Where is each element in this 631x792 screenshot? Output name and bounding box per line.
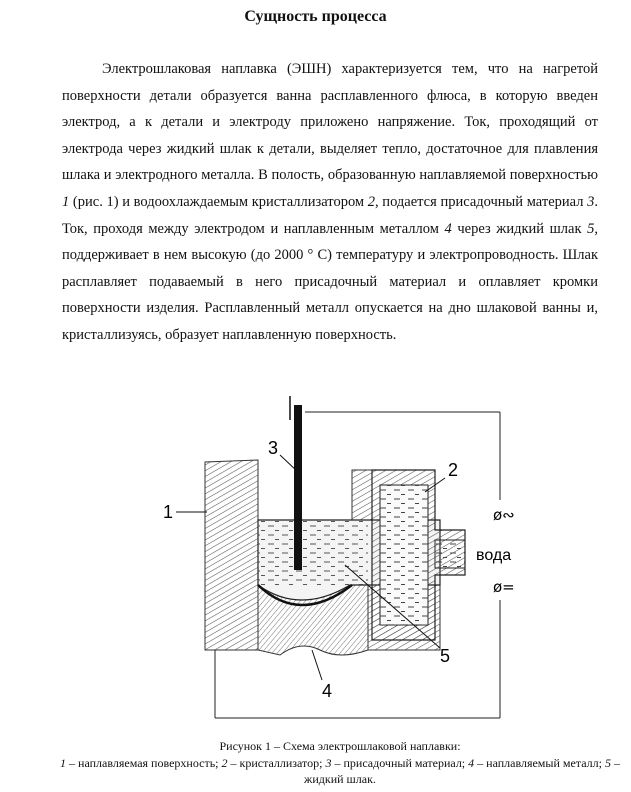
base-part-right: [352, 470, 372, 520]
label-3: 3: [268, 438, 279, 458]
paragraph-text-6: , поддерживает в нем высокую (до 2000 ° С) температуру и электропроводность. Шлак расплавляет подаваемый в него присадочный материал и оплавляет кромки поверхности изделия. Расплавленный металл опускается на дно шлаковой ванны и, кристаллизуясь, образует наплавленную поверхность.: [62, 220, 598, 343]
ref-number-5: 5: [587, 220, 595, 237]
paragraph-text-3: , подается присадочный материал: [375, 193, 588, 210]
ac-symbol: ø∾: [493, 506, 515, 524]
ref-number-4: 4: [444, 220, 452, 237]
label-4: 4: [322, 681, 333, 701]
label-1: 1: [163, 502, 174, 522]
ref-number-3: 3: [587, 193, 595, 210]
dc-symbol: ø=: [493, 578, 515, 596]
paragraph-text-5: через жидкий шлак: [451, 220, 588, 237]
base-part-left: [205, 460, 258, 650]
esw-diagram: [150, 395, 530, 730]
paragraph-text-1: Электрошлаковая наплавка (ЭШН) характеризуется тем, что на нагретой поверхности детали образуется ванна расплавленного флюса, в которую введен электрод, а к детали и электроду приложено напряжение. Ток, проходящий от электрода через жидкий шлак к детали, выделяет тепло, достаточное для плавления шлака и электродного металла. В полость, образованную наплавляемой поверхностью: [62, 61, 598, 184]
paragraph-text-4: . Ток, проходя между электродом и наплавленным металлом: [62, 193, 598, 237]
label-5: 5: [440, 646, 451, 666]
caption-title: Рисунок 1 – Схема электрошлаковой наплавки:: [219, 739, 461, 753]
section-title: Сущность процесса: [244, 8, 387, 25]
ref-number-2: 2: [367, 193, 376, 210]
electrode: [294, 405, 302, 570]
ref-number-1: 1: [62, 193, 70, 210]
label-2: 2: [448, 460, 459, 480]
figure-caption: [60, 738, 620, 788]
caption-legend: 1 – наплавляемая поверхность; 2 – кристаллизатор; 3 – присадочный материал; 4 – наплавляемый металл; 5 – жидкий шлак.: [60, 755, 620, 786]
body-paragraph: [62, 56, 598, 349]
water-label: вода: [476, 547, 512, 564]
paragraph-text-2: (рис. 1) и водоохлаждаемым кристаллизатором: [69, 193, 368, 210]
water-pipe: [435, 540, 465, 568]
